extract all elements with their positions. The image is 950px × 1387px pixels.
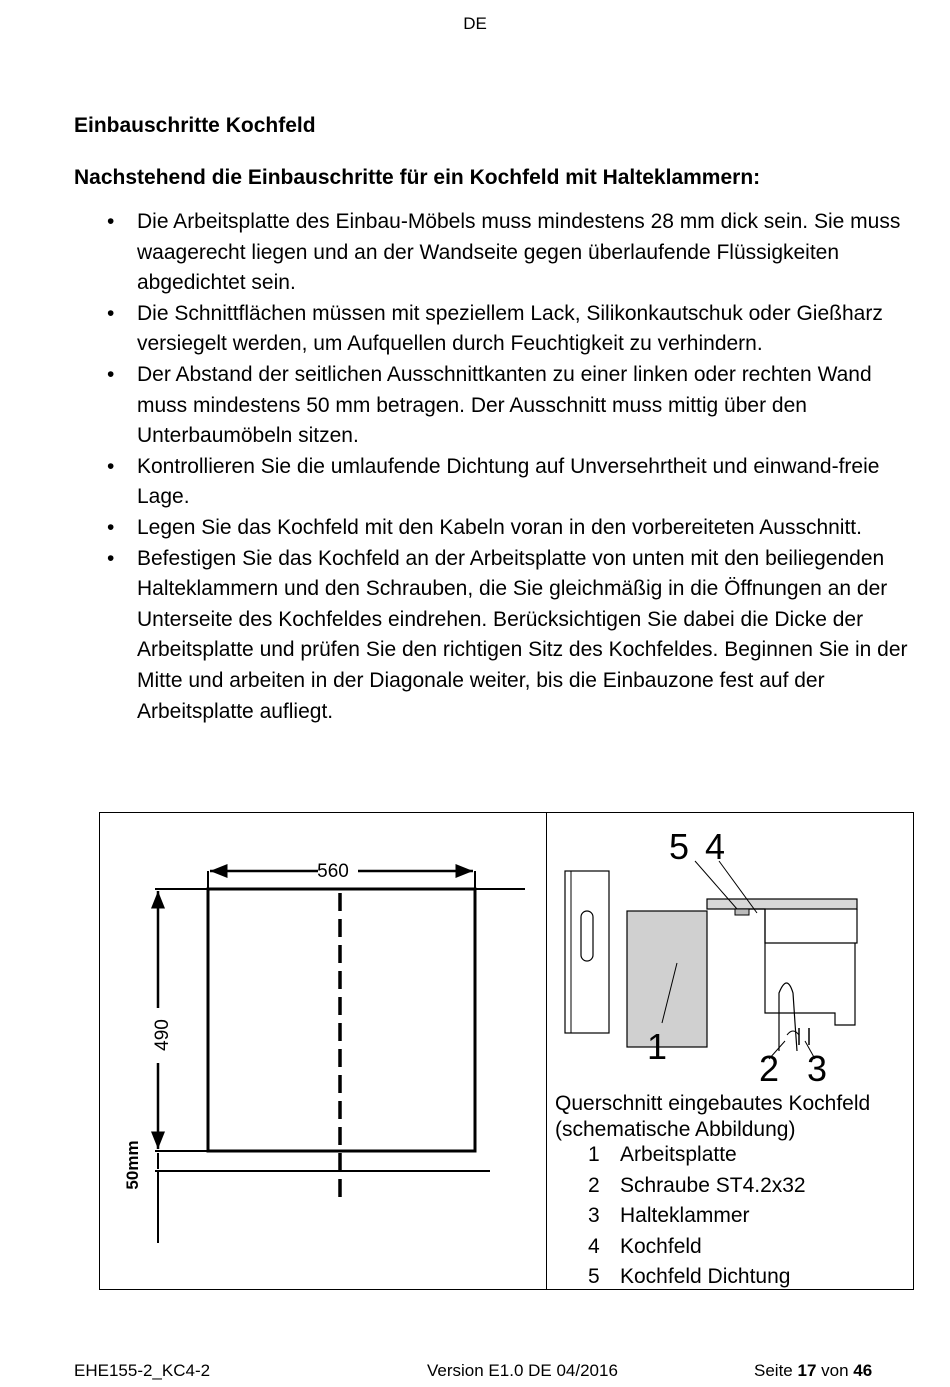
- callout-3: 3: [806, 1048, 828, 1083]
- section-title: Einbauschritte Kochfeld: [74, 114, 316, 137]
- list-item: • Legen Sie das Kochfeld mit den Kabeln voran in den vorbereiteten Ausschnitt.: [137, 513, 927, 544]
- figure-caption: [555, 1091, 870, 1143]
- legend-label: Schraube ST4.2x32: [620, 1173, 806, 1197]
- list-item: • Die Arbeitsplatte des Einbau-Möbels muss mindestens 28 mm dick sein. Sie muss waagerecht liegen und an der Wandseite gegen überlaufende Flüssigkeiten abgedichtet sein.: [137, 207, 927, 299]
- legend-row: [588, 1265, 806, 1296]
- depth-dimension-label: 490: [152, 1019, 173, 1051]
- legend-row: [588, 1174, 806, 1205]
- callout-2: 2: [758, 1048, 780, 1083]
- legend-number: 4: [588, 1234, 600, 1258]
- legend-label: Halteklammer: [620, 1204, 750, 1227]
- legend-row: [588, 1204, 806, 1235]
- legend-label: Arbeitsplatte: [620, 1143, 737, 1166]
- installation-figure: [99, 812, 914, 1290]
- legend-row: [588, 1143, 806, 1174]
- page-total: 46: [853, 1361, 873, 1380]
- callout-4: 4: [704, 826, 726, 867]
- wall-dimension-label: 50mm: [123, 1140, 142, 1190]
- callout-1: 1: [646, 1026, 668, 1067]
- legend-label: Kochfeld: [620, 1234, 702, 1258]
- list-item: • Kontrollieren Sie die umlaufende Dichtung auf Unversehrtheit und einwand-freie Lage.: [137, 452, 927, 513]
- gasket-shape: [735, 909, 749, 915]
- legend-number: 3: [588, 1204, 600, 1227]
- list-item: • Die Schnittflächen müssen mit speziellem Lack, Silikonkautschuk oder Gießharz versiegelt werden, um Aufquellen durch Feuchtigkeit zu verhindern.: [137, 299, 927, 360]
- instruction-list: [137, 207, 927, 727]
- legend-label: Kochfeld Dichtung: [620, 1265, 791, 1288]
- page-prefix: Seite: [754, 1361, 793, 1380]
- page-current: 17: [797, 1361, 817, 1380]
- cutout-dimension-drawing: [100, 813, 546, 1291]
- caption-line: (schematische Abbildung): [555, 1118, 796, 1141]
- list-item: • Der Abstand der seitlichen Ausschnittkanten zu einer linken oder rechten Wand muss mindestens 50 mm betragen. Der Ausschnitt muss mittig über den Unterbaumöbeln sitzen.: [137, 360, 927, 452]
- footer-version: Version E1.0 DE 04/2016: [427, 1361, 618, 1380]
- legend-number: 1: [588, 1143, 600, 1166]
- caption-line: Querschnitt eingebautes Kochfeld: [555, 1092, 871, 1115]
- footer-page-number: [754, 1361, 872, 1381]
- callout-5: 5: [668, 826, 690, 867]
- figure-legend: [588, 1143, 806, 1296]
- width-dimension-label: 560: [317, 861, 349, 882]
- legend-row: [588, 1235, 806, 1266]
- legend-number: 2: [588, 1173, 600, 1197]
- footer-model: EHE155-2_KC4-2: [74, 1361, 211, 1380]
- page-separator: von: [821, 1361, 849, 1380]
- cross-section-drawing: [547, 813, 915, 1083]
- list-item: • Befestigen Sie das Kochfeld an der Arbeitsplatte von unten mit den beiliegenden Halteklammern und den Schrauben, die Sie gleichmäßig in die Öffnungen an der Unterseite des Kochfeldes eindrehen. Berücksichtigen Sie dabei die Dicke der Arbeitsplatte und prüfen Sie den richtigen Sitz des Kochfeldes. Beginnen Sie in der Mitte und arbeiten in der Diagonale weiter, bis die Einbauzone fest auf der Arbeitsplatte aufliegt.: [137, 544, 927, 728]
- section-subtitle: Nachstehend die Einbauschritte für ein Kochfeld mit Halteklammern:: [74, 166, 761, 189]
- legend-number: 5: [588, 1265, 600, 1288]
- header-language: DE: [463, 14, 487, 33]
